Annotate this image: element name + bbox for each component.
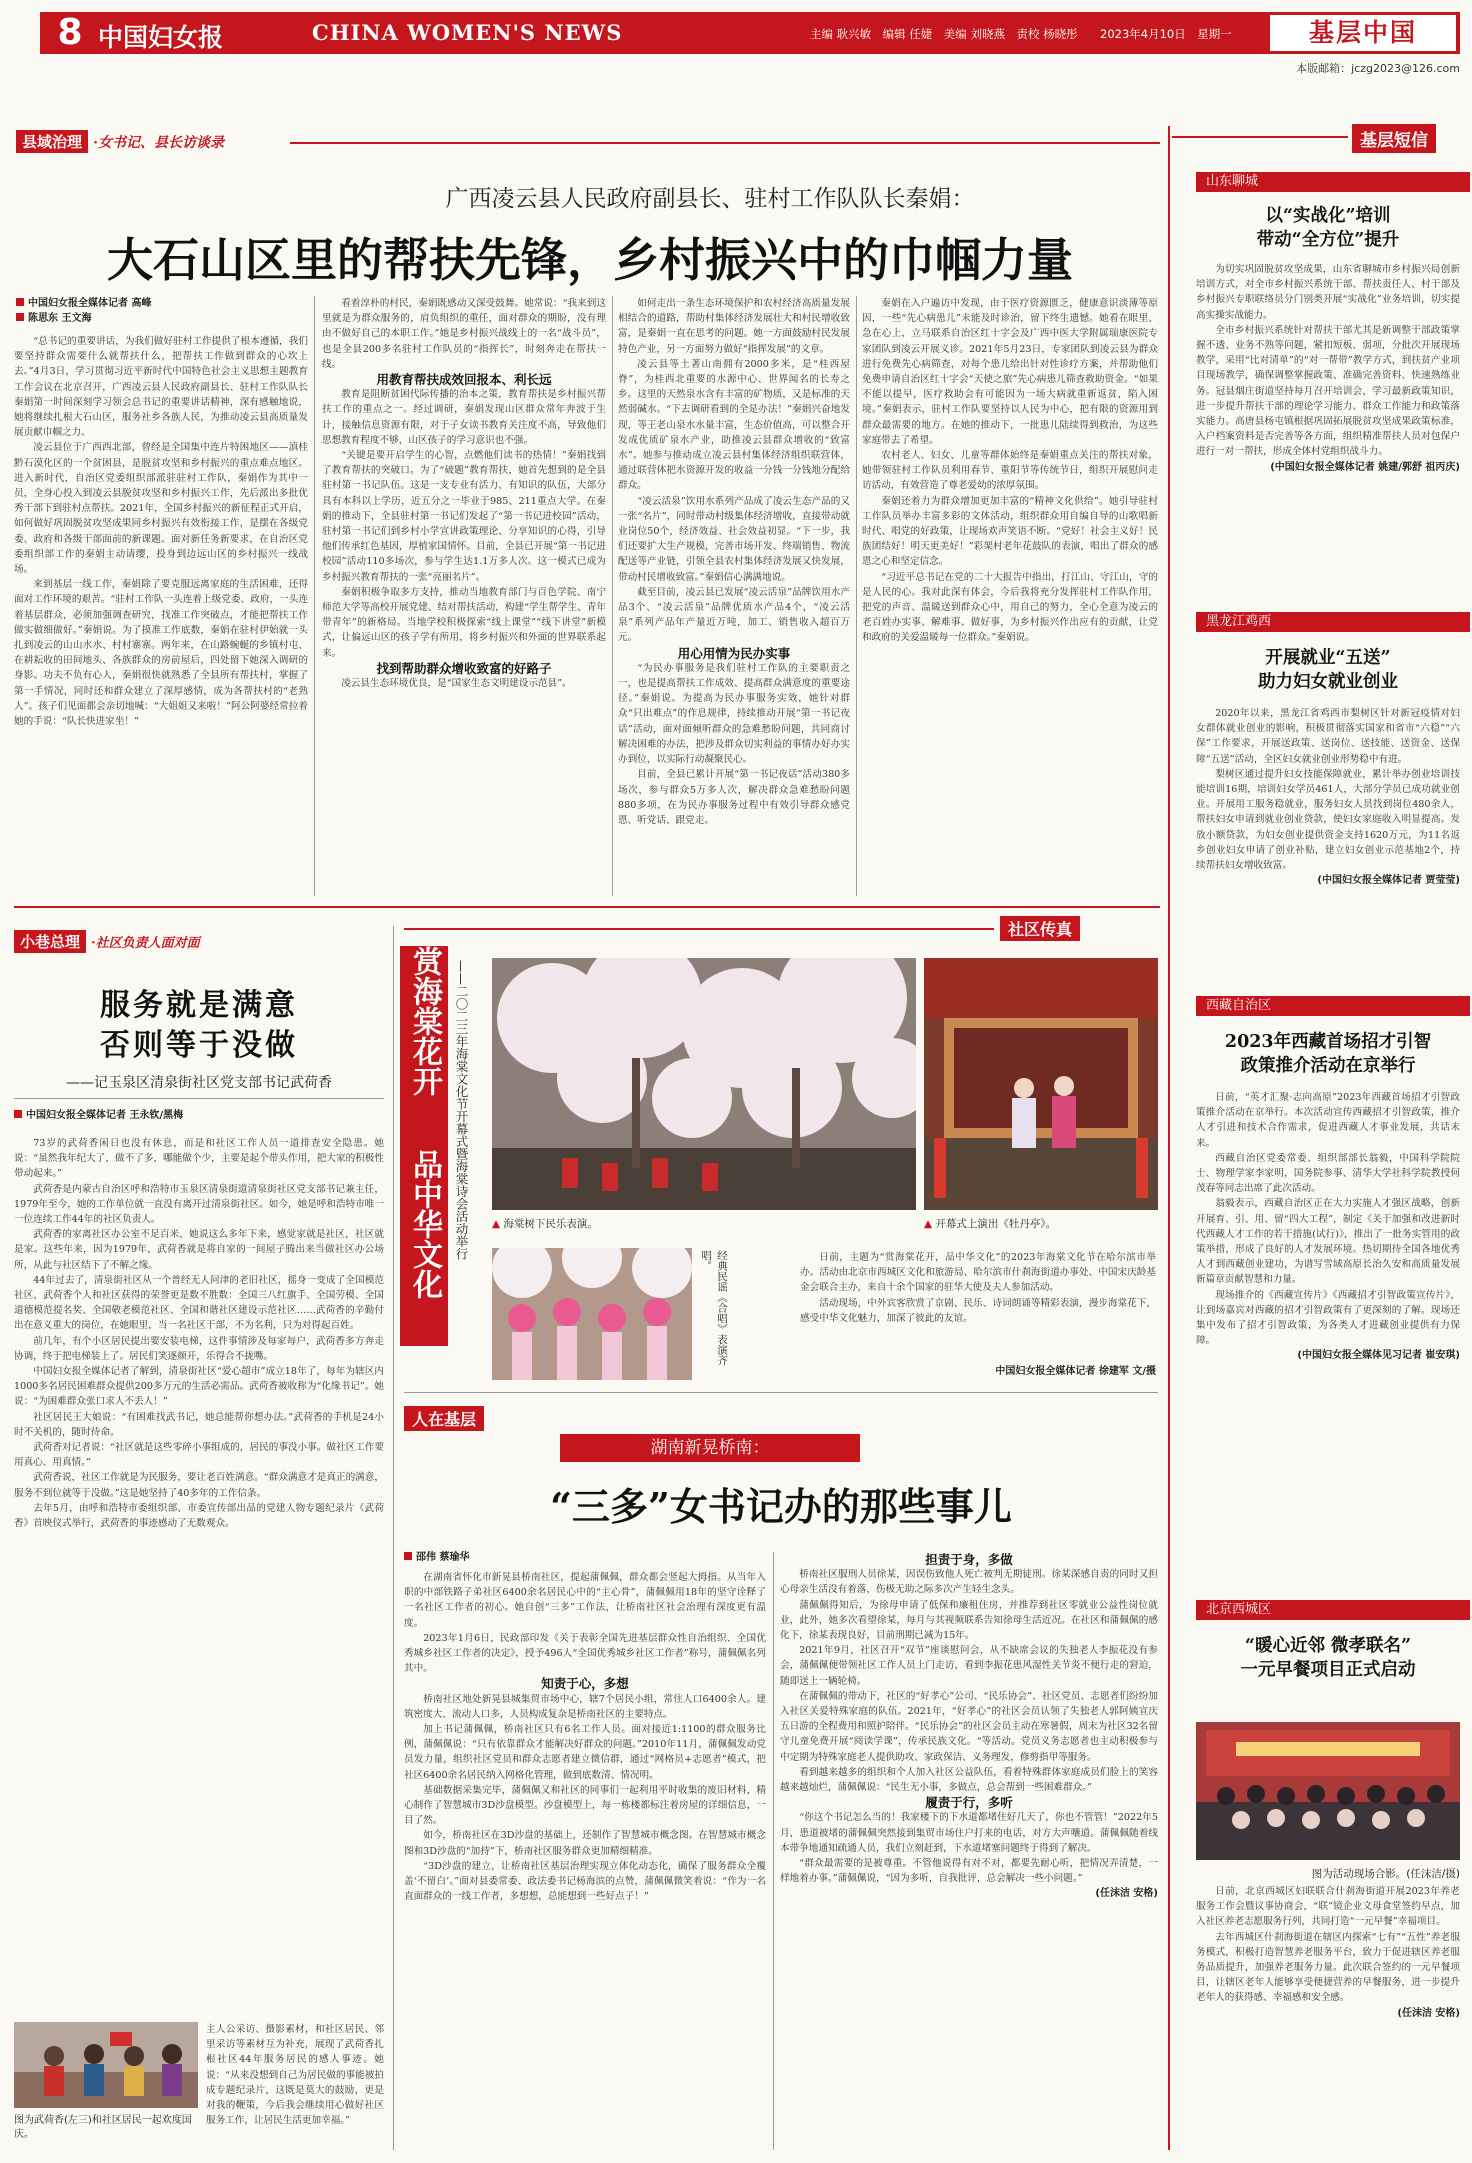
paragraph: “凌云活泉”饮用水系列产品成了凌云生态产品的又一张“名片”，同时带动村级集体经济增收，直接带动就业岗位50个，经济效益、社会效益初显。“下一步，我们还要扩大生产规模，完善市场开发、终端销售、物流配送等产业链，引领全县农村集体经济发展又快发展，带动村民增收致富。”秦娟信心满满地说。	[618, 495, 850, 583]
brief-title: “暖心近邻 微孝联名” 一元早餐项目正式启动	[1240, 1636, 1416, 1680]
subheading: 担责于身，多做	[925, 1552, 1013, 1567]
paragraph: 桥南社区地处新晃县城集贸市场中心，辖7个居民小组，常住人口6400余人。建筑密度大、流动人口多，人员构成复杂是桥南社区的主要特点。	[404, 1693, 766, 1720]
service-deck: ——记玉泉区清泉街社区党支部书记武荷香	[66, 1075, 332, 1091]
paragraph: 中国妇女报全媒体记者了解到，清泉街社区“爱心超市”成立18年了，每年为辖区内1000多名居民困难群众提供200多万元的生活必需品。武荷香被收称为“化缘书记”。她说：“为困难群众张口求人不丢人！”	[14, 1366, 384, 1408]
culture-photo-2	[924, 958, 1158, 1210]
paragraph: 如何走出一条生态环境保护和农村经济高质量发展相结合的道路，帮助村集体经济发展壮大和村民增收致富，是秦娟一直在思考的问题。她一方面鼓励村民发展特色产业，另一方面努力做好“指挥发展”的文章。	[618, 298, 850, 355]
paragraph: 在蒲佩佩的带动下，社区的“好孝心”公司、“民乐协会”、社区党员、志愿者们纷纷加入社区关爱特殊家庭的队伍。2021年，“好孝心”的社区会员认领了失独老人郭阿姨宣庆五日游的全程费用和照护陪伴。“民乐协会”的社区会员主动在寒暑假，周末为社区32名留守儿童免费开展“阅读学课”，传承民族文化。“等活动。党员义务志愿者也主动积极参与中定期为特殊家庭老人提供助攻、家政保洁、义务理发，修剪指甲等服务。	[780, 1690, 1158, 1763]
paragraph: 73岁的武荷香闲日也没有休息，而是和社区工作人员一道排查安全隐患。她说：“虽然我年纪大了，做不了多，哪能做个少，主要是起个带头作用，把大家的积极性带动起来。”	[14, 1138, 384, 1180]
column-tag	[16, 130, 224, 152]
sidebar-title: 基层短信	[1352, 124, 1436, 153]
story-byline-text: 邵伟 蔡瑜华	[416, 1552, 470, 1563]
paragraph: 加上书记蒲佩佩，桥南社区只有6名工作人员。面对接近1:1100的群众服务比例，蒲佩佩说：“只有依靠群众才能解决好群众的问题。”2010年11月，蒲佩佩发动党员发力量，组织社区党员和群众志愿者建立微信群，通过“网格员+志愿者”模式，把社区6400余名居民纳入网格化管理，做到底数清、情况明。	[404, 1724, 766, 1781]
story-column-tag-label: 人在基层	[404, 1406, 484, 1431]
main-headline: 大石山区里的帮扶先锋，乡村振兴中的巾帼力量	[107, 233, 1073, 287]
story-col-1	[404, 1570, 766, 2150]
brand-en: CHINA WOMEN'S NEWS	[312, 20, 623, 45]
brief-title: 以“实战化”培训 带动“全方位”提升	[1256, 206, 1400, 250]
column-tag-label: 县域治理	[16, 130, 88, 153]
brief-credit: (中国妇女报全媒体记者 贾莹莹)	[1317, 875, 1460, 887]
culture-title-box	[400, 946, 448, 1346]
service-column-tag	[14, 930, 200, 953]
paragraph: 截至目前，凌云县已发展“凌云活泉”品牌饮用水产品3个、“凌云活泉”品牌优质水产品4个，“凌云活泉”系列产品年产量近万吨，加工、销售收入超百万元。	[618, 586, 850, 644]
service-body	[14, 1136, 384, 2014]
paragraph: 2021年9月，社区召开“双节”座谈慰问会，从不缺席会议的失独老人李振花没有参会，蒲佩佩便带领社区工作人员上门走访，看到李振花患风湿性关节炎不便行走的窘迫，随即送上一辆轮椅。	[780, 1645, 1158, 1687]
culture-body	[800, 1250, 1156, 1360]
paragraph: 主人公采访、摄影素材，和社区居民、邻里采访等素材互为补充，展现了武荷香扎根社区44年服务居民的感人事迹。她说：“从来没想到自己为居民做的事能被拍成专题纪录片，这既是莫大的鼓励，更是对我的鞭策，今后我会继续用心做好社区服务工作，让居民生活更加幸福。”	[206, 2024, 384, 2127]
main-byline-1: 中国妇女报全媒体记者 高峰	[28, 298, 152, 309]
sidebar-title-box	[1352, 124, 1436, 153]
paragraph: 武荷香对记者说：“社区就是这些零碎小事组成的，居民的事没小事。做社区工作要用真心、用真情。”	[14, 1442, 384, 1469]
story-byline	[404, 1550, 764, 1565]
date-line: 2023年4月10日 星期一	[1100, 27, 1232, 41]
culture-title-2: 品中华文化	[407, 1149, 442, 1299]
paragraph: 去年西城区什刹海街道在辖区内探索“七有”“五性”养老服务模式，积极打造智慧养老服务平台，致力于促进辖区养老服务品质提升，加强养老服务力量。此次联合签约的一元早餐项目，让辖区老年人能够享受便捷营养的早餐服务，进一步提升老年人的获得感、幸福感和安全感。	[1196, 1931, 1460, 2004]
service-headline-2: 否则等于没做	[100, 1028, 298, 1063]
brief-body	[1196, 706, 1460, 990]
paragraph: 44年过去了，清泉街社区从一个普经无人问津的老旧社区，摇身一变成了全国模范社区，武荷香个人和社区获得的荣誉更是数不胜数：全国三八红旗手、全国劳模、全国道德模范提名奖、全国敬老模范社区、全国和谐社区建设示范社区……武荷香的辛勤付出在意义重大的岗位，在她眼里，当一名社区干部，不为名利，只为对得起百姓。	[14, 1274, 384, 1332]
brief-body	[1196, 262, 1460, 602]
paragraph: 秦娟在入户遍访中发现，由于医疗资源匮乏，健康意识淡薄等原因，一些“先心病患儿”未能及时诊治，留下终生遗憾。她看在眼里、急在心上，立马联系自治区红十字会及广西中医大学附属瑞康医院专家团队到凌云开展义诊。2021年5月23日，专家团队到凌云县为群众进行免费先心病筛查，对每个患儿给出针对性诊疗方案，并帮助他们免费申请自治区红十字会“天使之旅”先心病患儿筛查救助资金。“如果不能以提早，医疗救助会有可能因为一场大病就重新返贫，陷入困境。”秦娟表示，驻村工作队要坚持以人民为中心，把有限的资源用到群众最需要的地方。在她的推动下，一批患儿陆续得到救治，为这些家庭带去了希望。	[862, 298, 1158, 446]
paragraph: 基础数据采集完毕，蒲佩佩又和社区的同事们一起利用平时收集的废旧材料，精心制作了智慧城市3D沙盘模型。沙盘模型上，每一栋楼都标注着房屋的详细信息，一目了然。	[404, 1784, 766, 1827]
paragraph: 2023年1月6日，民政部印发《关于表彰全国先进基层群众性自治组织、全国优秀城乡社区工作者的决定》，授予496人“全国优秀城乡社区工作者”称号，蒲佩佩名列其中。	[404, 1632, 766, 1675]
paragraph: 日前，北京西城区妇联联合什刹海街道开展2023年养老服务工作会暨议事协商会，“联”镜企业文母食堂签约早点，加入社区养老志愿服务行列，共同打造“一元早餐”幸福项目。	[1196, 1886, 1460, 1928]
main-col-1	[14, 334, 308, 894]
main-byline-2: 陈思东 王文海	[28, 313, 92, 324]
subheading: 用教育帮扶成效回报本、利长远	[376, 372, 552, 388]
paragraph: 秦娟还着力为群众增加更加丰富的“精神文化供给”。她引导驻村工作队员举办丰富多彩的文体活动，组织群众用自编自导的山歌唱新时代、唱党的好政策，让现场欢声笑语不断。“党好！社会主义好！民族团结好！明天更美好！”彩架村老年花鼓队的表演，唱出了群众的感恩之心和坚定信念。	[862, 495, 1158, 568]
brief-photo-art	[1196, 1722, 1460, 1860]
staff-line: 主编 耿兴敏 编辑 任婕 美编 刘晓燕 责校 杨晓彤	[810, 27, 1078, 41]
paragraph: 日前，主题为“赏海棠花开，品中华文化”的2023年海棠文化节在哈尔滨市举办。活动由北京市西城区文化和旅游局、哈尔滨市什刹海街道办事处、中国宋庆龄基金会联合主办，来自十余个国家的驻华大使及夫人参加活动。	[800, 1252, 1156, 1294]
main-kicker: 广西凌云县人民政府副县长、驻村工作队队长秦娟：	[445, 186, 975, 212]
paragraph: “3D沙盘的建立，让桥南社区基层治理实现立体化动态化，确保了服务群众全覆盖‘不留白’。”面对县委常委、政法委书记杨海滨的点赞，蒲佩佩微笑着说：“作为一名直面群众的一线工作者，多想想，总能想到一些好点子！”	[404, 1860, 766, 1903]
culture-credit: 中国妇女报全媒体记者 徐建军 文/摄	[995, 1366, 1156, 1377]
paragraph: “为民办事服务是我们驻村工作队的主要职责之一，也是提高帮扶工作成效、提高群众满意度的重要途径。”秦娟说。为提高为民办事服务实效，她针对群众“只出难点”的作息规律，持续推动开展“第一书记夜话”活动，面对面倾听群众的急难愁盼问题，共同商讨解决困难的办法，把涉及群众切实利益的事情办好办实办到位，以实际行动凝聚民心。	[618, 662, 850, 766]
paragraph: 凌云县位于广西西北部，曾经是全国集中连片特困地区——滇桂黔石漠化区的一个贫困县，是脱贫攻坚和乡村振兴的重点难点地区。进入新时代，自治区党委组织部派驻驻村工作队，秦娟作为其中一员，全身心投入到凌云县脱贫攻坚和乡村振兴工作，先后派出多批优秀干部下到驻村点帮扶。2021年，全国乡村振兴的新征程正式开启，如何做好巩固脱贫攻坚成果同乡村振兴有效衔接工作，是摆在各级党委、政府和各级干部面前的新课题。面对新任务新要求，在自治区党委组织部工作的秦娟主动请缨，投身到边远山区的乡村振兴一线战场。	[14, 442, 308, 576]
paragraph: 桥南社区服刑人员徐某，因误伤致他人死亡被判无期徒刑。徐某深感自责的同时又担心母亲生活没有着落，伤极无助之际多次产生轻生念头。	[780, 1569, 1158, 1596]
paragraph: 来到基层一线工作，秦娟除了要克服远离家庭的生活困难，还得面对工作环境的艰苦。“驻村工作队一头连着上级党委、政府，一头连着基层群众，必须加强调查研究，找准工作突破点，才能把帮扶工作做实做细做好。”秦娟说。为了摸准工作底数，秦娟在驻村伊始就一头扎到凌云的山山水水、村村寨寨。两年来，在山路蜿蜒的乡镇村屯、在耕耘收的田间地头、各族群众的房前屋后，四处留下她深入调研的身影。功夫不负有心人，秦娟很快就熟悉了全县所有帮扶村，掌握了第一手情况，同时还和群众建立了深厚感情，成为各帮扶村的“老熟人”。孩子们见面都会亲切地喊：“大姐姐又来啦！”阿公阿婆经常拉着她的手说：“队长快进家坐！”	[14, 579, 308, 728]
paragraph: 武荷香的家离社区办公室不足百米，她说这么多年下来，感觉家就是社区，社区就是家。这些年来，因为1979年，武荷香就是将自家的一间屋子腾出来当做社区办公场所，从此与社区结下了不解之缘。	[14, 1229, 384, 1271]
culture-column-tag	[1000, 916, 1080, 941]
brief-body	[1196, 1884, 1460, 2150]
culture-photo-1	[492, 958, 916, 1210]
brief-credit: (中国妇女报全媒体见习记者 崔安琪)	[1297, 1350, 1460, 1362]
brief-title: 2023年西藏首场招才引智 政策推介活动在京举行	[1224, 1032, 1432, 1076]
paragraph: “总书记的重要讲话，为我们做好驻村工作提供了根本遵循，我们要坚持群众需要什么就帮扶什么，把帮扶工作做到群众的心坎上去。”4月3日，学习贯彻习近平新时代中国特色社会主义思想主题教育工作会议在北京召开，广西凌云县人民政府副县长、驻村工作队队长秦娟第一时间深刻学习领会总书记的重要讲话精神，深有感触地说，她将继续扎根大石山区，服务社乡各族人民，为推动凌云县高质量发展贡献巾帼之力。	[14, 336, 308, 439]
page-email: 本版邮箱：jczg2023@126.com	[1296, 62, 1460, 75]
brief-tag: 北京西城区	[1196, 1600, 1470, 1620]
service-column-tag-sub: ·社区负责人面对面	[91, 936, 200, 951]
culture-photo-2-art	[924, 958, 1158, 1210]
paragraph: 武荷香说，社区工作就是为民服务，要让老百姓满意。“群众满意才是真正的满意，服务不到位就等于没做。”这是她坚持了40多年的工作信条。	[14, 1472, 384, 1499]
paragraph: 梨树区通过提升妇女技能保障就业，累计举办创业培训技能培训16期，培训妇女学员461人，大部分学员已成功就业创业。开展用工服务稳就业，服务妇女人员找到岗位480余人，帮扶妇女申请到就业创业贷款，使妇女家庭收入明显提高。发放小额贷款，为妇女创业提供资金支持1620万元，为11名返乡创业妇女申请了创业补贴，建立妇女创业示范基地2个，持续帮扶妇女增收致富。	[1196, 768, 1460, 872]
paragraph: 去年5月，由呼和浩特市委组织部、市委宣传部出品的党建人物专题纪录片《武荷香》首映仪式举行，武荷香的事迹感动了无数观众。	[14, 1502, 384, 1530]
brief-title: 开展就业“五送” 助力妇女就业创业	[1258, 648, 1398, 692]
page-number: 8	[57, 12, 83, 53]
brief-photo-caption: 图为活动现场合影。(任沫洁/摄)	[1311, 1868, 1460, 1880]
paragraph: 2020年以来，黑龙江省鸡西市梨树区针对新冠疫情对妇女群体就业创业的影响，积极贯彻落实国家和省市“六稳”“六保”工作要求，开展送政策、送岗位、送技能、送资金、送保障“五送”活动，全区妇女就业创业形势稳中有进。	[1196, 708, 1460, 765]
brief-tag: 山东聊城	[1196, 172, 1470, 192]
paragraph: 如今，桥南社区在3D沙盘的基础上，还制作了智慧城市概念图。在智慧城市概念图和3D沙盘的“加持”下，桥南社区服务群众更加精细精准。	[404, 1830, 766, 1857]
service-byline-text: 中国妇女报全媒体记者 王永钦/黑梅	[26, 1110, 184, 1121]
subheading: 知责于心，多想	[541, 1676, 629, 1692]
brief-body	[1196, 1090, 1460, 1600]
paragraph: 看着淳朴的村民，秦娟既感动又深受鼓舞。她常说：“我来到这里就是为群众服务的，肩负组织的重任，面对群众的期盼，没有理由不做好自己的本职工作。”她是乡村振兴战线上的一名“战斗员”，也是全县200多名驻村工作队员的“指挥长”，时刻奔走在帮扶一线。	[322, 298, 606, 370]
brief-credit: (任沫洁 安格)	[1397, 2007, 1460, 2019]
section-title: 基层中国	[1308, 18, 1417, 47]
culture-caption-1-text: 海棠树下民乐表演。	[503, 1218, 598, 1230]
paragraph: “关键是要开启学生的心智，点燃他们读书的热情！”秦娟找到了教育帮扶的突破口。为了“破题”教育帮扶，她首先想到的是全县驻村第一书记队伍。这是一支专业有活力、有知识的队伍，大部分具有本科以上学历，近五分之一毕业于985、211重点大学。在秦娟的推动下，全县驻村第一书记们发起了“第一书记进校园”活动，驻村第一书记们到乡村小学宣讲政策理论、分享知识的心得，引导他们传承红色基因，厚植家国情怀。目前，全县已开展“第一书记进校园”活动110多场次，参与学生达1.1万多人次。这一模式已成为乡村振兴教育帮扶的一张“亮丽名片”。	[322, 450, 606, 583]
paragraph: 社区居民王大娘说：“有困难找武书记，她总能帮你想办法。”武荷香的手机是24小时不关机的，随时待命。	[14, 1411, 384, 1438]
section-title-box	[1270, 15, 1456, 51]
culture-vertical-sub: ——二〇二三年海棠文化节开幕式暨海棠诗会活动举行	[454, 960, 469, 1260]
paragraph: 目前，全县已累计开展“第一书记夜话”活动380多场次，参与群众5万多人次，解决群众急难愁盼问题880多项，在为民办事服务过程中有效引导群众感党恩、听党话、跟党走。	[618, 769, 850, 826]
masthead	[40, 12, 1460, 54]
culture-caption-2: ▲ 开幕式上演出《牡丹亭》。	[924, 1218, 1057, 1230]
main-col-3	[618, 296, 850, 894]
paragraph: 蒲佩佩得知后，为徐母申请了低保和廉租住房，并推荐到社区零就业公益性岗位就业，此外，她多次看望徐某，每月与其视频联系告知徐母生活近况。在社区和蒲佩佩的感化下，徐某表现良好，目前刑期已减为15年。	[780, 1599, 1158, 1642]
paragraph: “习近平总书记在党的二十大报告中指出，打江山、守江山，守的是人民的心。我对此深有体会，今后我将充分发挥驻村工作队作用，把党的声音、温暖送到群众心中，用自己的努力，全心全意为凌云的老百姓办实事、解难事、做好事，为乡村振兴作出应有的贡献，让党和政府的关爱温暖每一位群众。”秦娟说。	[862, 571, 1158, 644]
paragraph: 日前，“英才汇聚·志向高原”2023年西藏首场招才引智政策推介活动在京举行。本次活动宣传西藏招才引智政策，推介人才引进和技术合作需求，促进西藏人才事业发展，共话未来。	[1196, 1092, 1460, 1149]
column-tag-sub: ·女书记、县长访谈录	[93, 135, 224, 151]
paragraph: 现场推介的《西藏宣传片》《西藏招才引智政策宣传片》，让到场嘉宾对西藏的招才引智政策有了更深刻的了解。现场还集中发布了招才引智政策，为各类人才进藏创业提供有力保障。	[1196, 1289, 1460, 1347]
subheading: 用心用情为民办实事	[677, 645, 791, 661]
story-col-2	[780, 1552, 1158, 2150]
culture-caption-1: ▲ 海棠树下民乐表演。	[492, 1218, 598, 1230]
culture-caption-3: 经典民谣《合唱》表演齐唱。	[700, 1250, 728, 1366]
service-photo-art	[14, 2022, 198, 2108]
culture-photo-1-art	[492, 958, 916, 1210]
brand-cn: 中国妇女报	[98, 23, 224, 52]
main-col-4	[862, 296, 1158, 894]
paragraph: 凌云县生态环境优良，是“国家生态文明建设示范县”。	[341, 678, 572, 690]
paragraph: “群众最需要的是被尊重。不管他说得有对不对，都要先耐心听，把情况弄清楚，一样地着办事。”蒲佩佩说，“因为多听，自我批评，总会解决一些小问题。”	[780, 1858, 1158, 1885]
story-column-tag	[404, 1406, 484, 1431]
service-photo-caption: 图为武荷香(左三)和社区居民一起欢度国庆。	[14, 2115, 192, 2140]
subheading: 履责于行，多听	[925, 1795, 1013, 1811]
brief-tag: 黑龙江鸡西	[1196, 612, 1470, 632]
subheading: 找到帮助群众增收致富的好路子	[376, 660, 552, 676]
culture-title-1: 赏海棠花开	[407, 946, 442, 1096]
paragraph: 教育是阻断贫困代际传播的治本之策，教育帮扶是乡村振兴帮扶工作的重点之一。经过调研，秦娟发现山区群众常年奔波于生计，接触信息资源有限，对于子女读书教育关注度不高，导致他们思想教育程度不够，山区孩子的学习意识也不强。	[322, 389, 606, 446]
culture-photo-3	[492, 1248, 692, 1380]
paragraph: 前几年，有个小区居民提出要安装电梯，这件事情涉及每家每户，武荷香多方奔走协调，终于把电梯装上了。居民们笑逐颜开，乐得合不拢嘴。	[14, 1335, 384, 1362]
paragraph: 武荷香是内蒙古自治区呼和浩特市玉泉区清泉街道清泉街社区党支部书记兼主任，1979年至今，她的工作单位就一直没有离开过清泉街社区。如今，她是呼和浩特市唯一一位连续工作44年的社区负责人。	[14, 1183, 384, 1226]
story-banner	[560, 1434, 860, 1462]
paragraph: 为切实巩固脱贫攻坚成果，山东省聊城市乡村振兴局创新培训方式，对全市乡村振兴系统干部、帮扶责任人、村干部及乡村振兴专职联络员分门别类开展“实战化”业务培训，切实提高实操实战能力。	[1196, 264, 1460, 321]
paragraph: 农村老人、妇女、儿童等群体始终是秦娟重点关注的帮扶对象，她带领驻村工作队员利用春节、重阳节等传统节日，组织开展慰问走访活动，有效营造了尊老爱幼的浓厚氛围。	[862, 450, 1158, 492]
service-body-right	[206, 2022, 384, 2150]
paragraph: “你这个书记怎么当的！我家楼下的下水道都堵住好几天了，你也不管管！”2022年5月，患道被堵的蒲佩佩突然接到集贸市场住户打来的电话，对方大声嚷道。蒲佩佩随着线本带争地通知疏通人员，我们立刻赶到，下水道堵塞问题终于得到了解决。	[780, 1812, 1158, 1854]
culture-column-tag-label: 社区传真	[1000, 916, 1080, 941]
brief-credit: (中国妇女报全媒体记者 姚建/郭舒 祖丙庆)	[1270, 461, 1460, 473]
story-banner-text: 湖南新晃桥南：	[650, 1438, 770, 1458]
brief-photo	[1196, 1722, 1460, 1860]
paragraph: 活动现场，中外宾客欣赏了京剧、民乐、诗词朗诵等精彩表演，漫步海棠花下，感受中华文化魅力，加深了彼此的友谊。	[800, 1297, 1156, 1324]
story-headline: “三多”女书记办的那些事儿	[550, 1484, 1012, 1529]
paragraph: 凌云县等土著山南拥有2000多米，是“桂西屋脊”，为桂西北重要的水源中心、世界闻名的长寿之乡。这里的天然泉水含有丰富的矿物质，又是标准的天然弱碱水。“下去调研看到的全是办法！”秦娟兴奋地发现，等王老山泉水水量丰富，生态价值高，可以整合开发成优质矿泉水产业，助推凌云县群众增收的“致富水”。她参与推动成立凌云县村集体经济组织联营体，通过联营体把水资源开发的收益一分钱一分钱地分配给群众。	[618, 358, 850, 492]
main-byline	[16, 296, 306, 326]
service-byline	[14, 1108, 384, 1123]
paragraph: 全市乡村振兴系统针对帮扶干部尤其是新调整干部政策掌握不透、业务不熟等问题，紧扣短板、弱项，分批次开展现场教学，采用“比对清单”的“对一帮带”教学方式，到扶贫产业项目现场教学，确保调整掌握政策、准确完善资料、快速熟练业务。冠县烟庄街道坚持每月召开培训会，学习最新政策知识，进一步提升帮扶干部的理论学习能力、群众工作能力和政策落实能力。高唐县杨屯镇根据巩固拓展脱贫攻坚成果政策标准，入户档案资料是否完善等各方面，组织精准帮扶人员对包保户进行一对一帮扶，形成全体村党组织战斗力。	[1196, 324, 1460, 458]
paragraph: 看到越来越多的组织和个人加入社区公益队伍，看着特殊群体家庭成员们脸上的笑容越来越灿烂，蒲佩佩说：“民生无小事，多做点，总会帮到一些困难群众。”	[780, 1766, 1158, 1794]
paragraph: 秦娟积极争取多方支持，推动当地教育部门与百色学院、南宁师范大学等高校开展党建、结对帮扶活动，构建“学生帮学生、青年带青年”的新格局。当地学校积极探索“线上课堂”“线下讲堂”新模式，让偏远山区的孩子学有所用，将乡村振兴和外面的世界联系起来。	[322, 586, 606, 659]
paragraph: 在湖南省怀化市新晃县桥南社区，提起蒲佩佩，群众都会竖起大拇指。从当年入职的中部铁路子弟社区6400余名居民心中的“主心骨”，蒲佩佩用18年的坚守诠释了一名社区工作者的初心。她自创“三多”工作法，让桥南社区社会治理有深度更有温度。	[404, 1572, 766, 1629]
story-credit: (任沫洁 安格)	[1095, 1888, 1158, 1900]
paragraph: 西藏自治区党委常委、组织部部长翁毅，中国科学院院士、物理学家李家明，国务院参事、清华大学社科学院教授何茂春等同志出席了此次活动。	[1196, 1152, 1460, 1195]
service-column-tag-label: 小巷总理	[14, 930, 86, 953]
service-headline-1: 服务就是满意	[100, 988, 298, 1023]
paragraph: 翁毅表示，西藏自治区正在大力实施人才强区战略，创新开展育、引、用、留“四大工程”，制定《关于加强和改进新时代西藏人才工作的若干措施(试行)》，推出了一批务实管用的政策举措，形成了良好的人才发展环境。热切期待全国各地优秀人才到西藏创业建功，为谱写雪域高原长治久安和高质量发展新篇章贡献智慧和力量。	[1196, 1198, 1460, 1286]
main-col-2	[322, 296, 606, 894]
culture-photo-3-art	[492, 1248, 692, 1380]
culture-caption-2-text: 开幕式上演出《牡丹亭》。	[935, 1218, 1057, 1230]
service-photo	[14, 2022, 198, 2108]
brief-tag: 西藏自治区	[1196, 996, 1470, 1016]
